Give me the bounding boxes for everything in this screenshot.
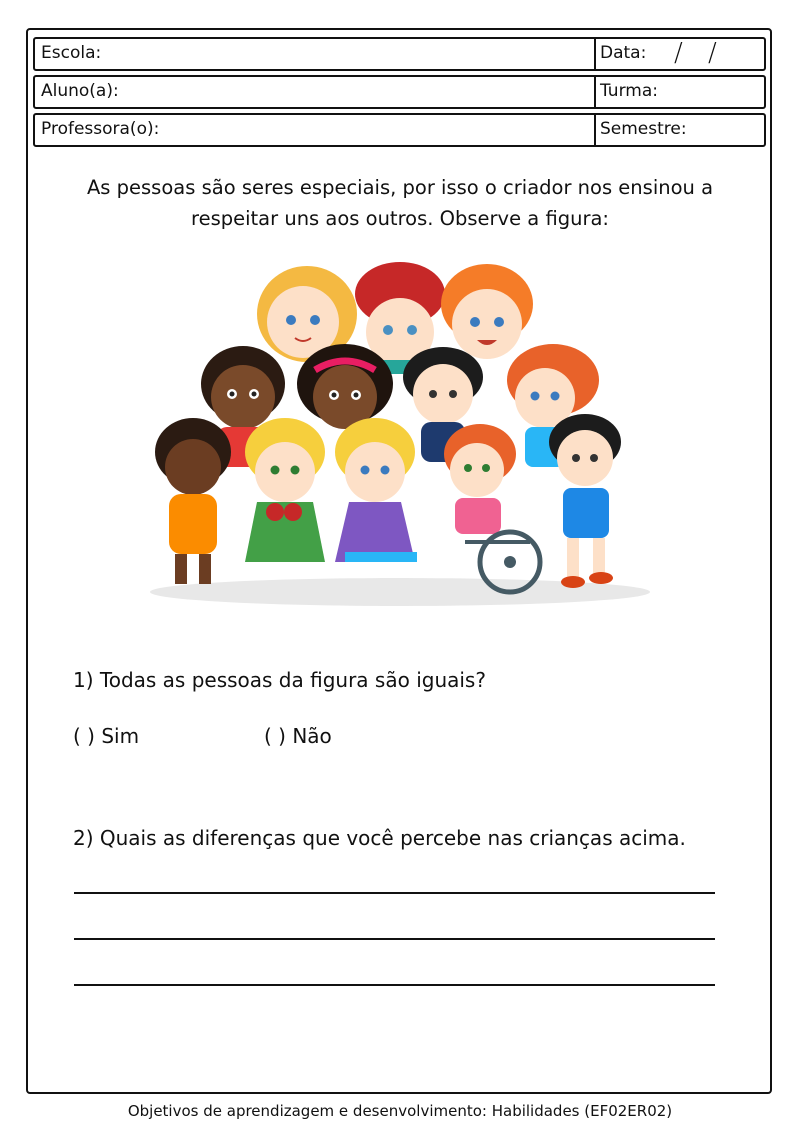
answer-line-3[interactable] [74,984,715,986]
child-overalls-girl [549,414,621,588]
children-group-illustration [135,262,665,612]
date-label: Data: [600,43,647,63]
date-field[interactable] [596,39,764,69]
question-2-text: 2) Quais as diferenças que você percebe nas crianças acima. [73,826,686,850]
question-1-text: 1) Todas as pessoas da figura são iguais? [73,668,486,692]
school-label: Escola: [41,43,102,63]
intro-line-1: As pessoas são seres especiais, por isso o criador nos ensinou a [86,176,714,199]
child-front-green-dress [245,418,325,562]
date-slash-2: / [708,38,717,68]
school-field[interactable] [35,39,596,69]
child-front-purple-dress [335,418,417,562]
teacher-field[interactable] [35,115,596,145]
option-no[interactable]: ( ) Não [264,724,332,748]
semester-field[interactable] [596,115,764,145]
child-front-dark-girl [155,418,231,584]
intro-line-2: respeitar uns aos outros. Observe a figura: [190,207,609,230]
class-field[interactable] [596,77,764,107]
header-row-school [33,37,766,71]
answer-line-2[interactable] [74,938,715,940]
footer-text: Objetivos de aprendizagem e desenvolvimento: Habilidades (EF02ER02) [127,1102,673,1120]
intro-text [40,172,760,234]
header-row-teacher [33,113,766,147]
answer-line-1[interactable] [74,892,715,894]
student-field[interactable] [35,77,596,107]
option-yes[interactable]: ( ) Sim [73,724,140,748]
child-orange-hair [441,264,533,359]
teacher-label: Professora(o): [41,119,160,139]
child-girl-pink-band [297,344,393,429]
student-label: Aluno(a): [41,81,119,101]
date-slash-1: / [674,38,683,68]
header-row-student [33,75,766,109]
class-label: Turma: [600,81,658,101]
semester-label: Semestre: [600,119,687,139]
